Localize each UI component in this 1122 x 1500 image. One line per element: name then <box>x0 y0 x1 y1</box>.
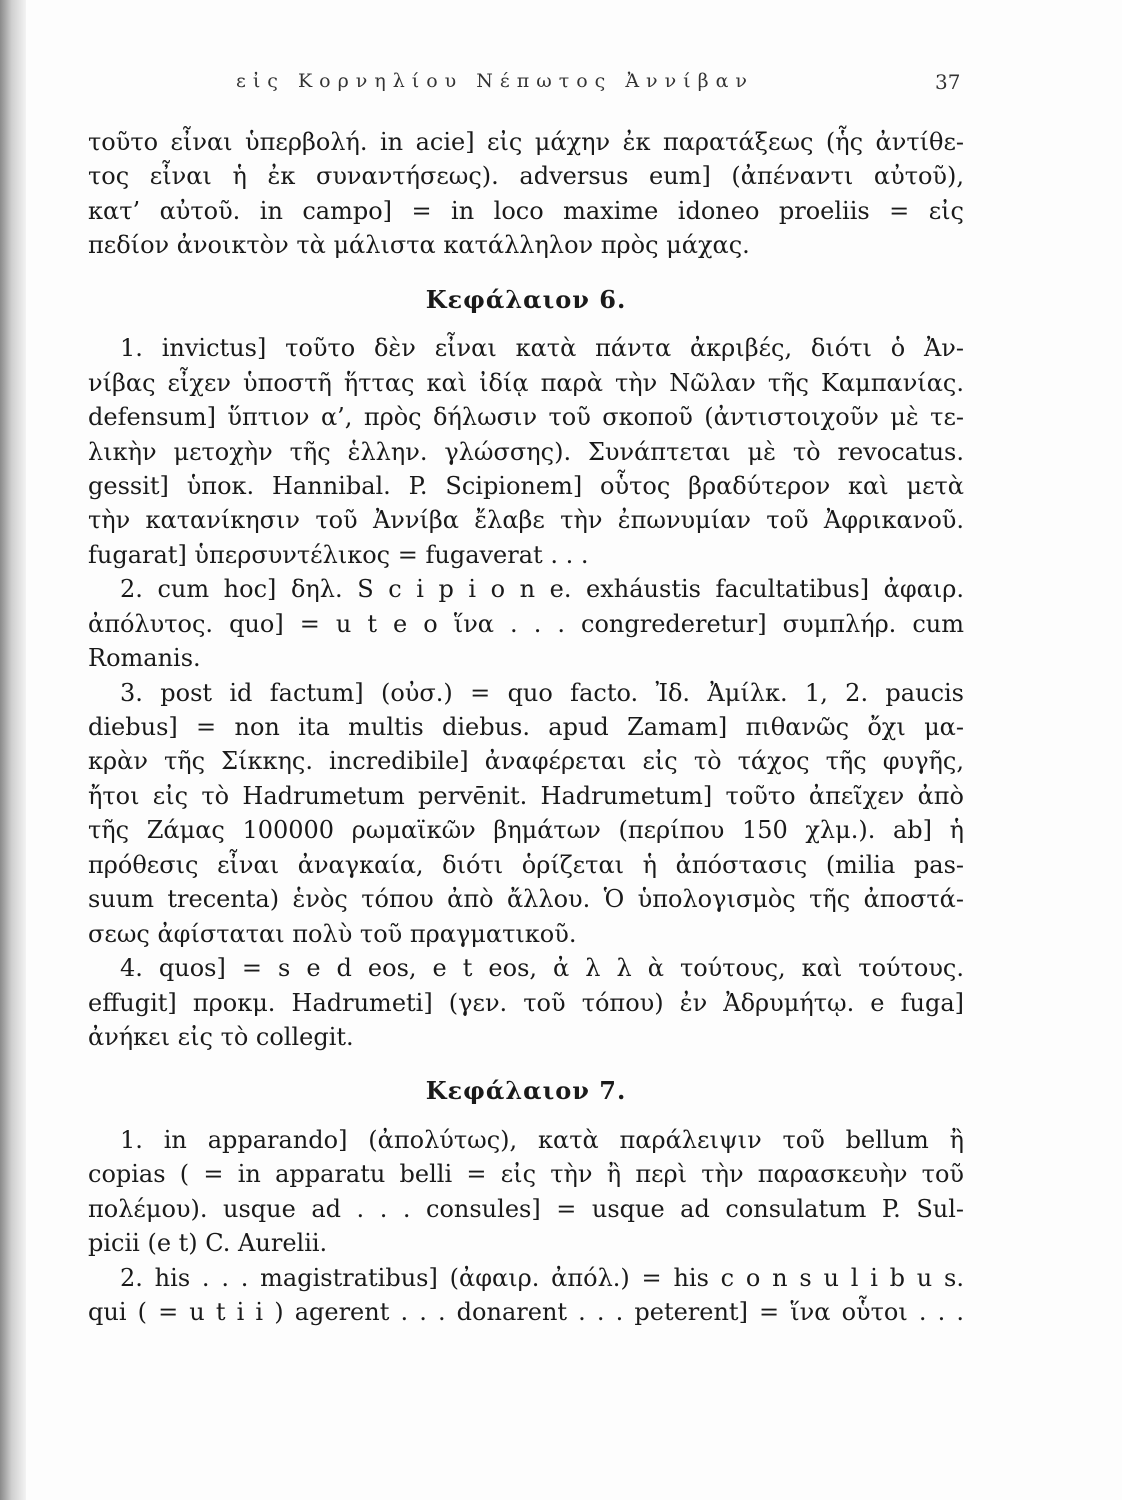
text-line: 3. post id factum] (οὐσ.) = quo facto. Ἰδ. Ἀμίλκ. 1, 2. paucis <box>120 678 964 707</box>
text-line: 1. in apparando] (ἀπολύτως), κατὰ παράλειψιν τοῦ bellum ἢ <box>120 1125 964 1154</box>
text-line: ἤτοι εἰς τὸ Hadrumetum pervēnit. Hadrumetum] τοῦτο ἀπεῖχεν ἀπὸ <box>88 781 964 810</box>
text-line: effugit] προκμ. Hadrumeti] (γεν. τοῦ τόπου) ἐν Ἀδρυμήτῳ. e fuga] <box>88 988 964 1017</box>
text-line: 1. invictus] τοῦτο δὲν εἶναι κατὰ πάντα ἀκριβές, διότι ὁ Ἀν- <box>120 334 964 363</box>
text-line: Romanis. <box>88 644 201 673</box>
text-line: diebus] = non ita multis diebus. apud Zamam] πιθανῶς ὄχι μα- <box>88 713 964 741</box>
text-line: κατ’ αὐτοῦ. in campo] = in loco maxime idoneo proeliis = εἰς <box>88 196 964 225</box>
text-line: gessit] ὑποκ. Hannibal. P. Scipionem] οὗτος βραδύτερον καὶ μετὰ <box>88 471 964 500</box>
text-line: 4. quos] = s e d eos, e t eos, ἀ λ λ ὰ τούτους, καὶ τούτους. <box>120 954 964 983</box>
running-title: εἰς Κορνηλίου Νέπωτος Ἀννίβαν <box>236 70 754 92</box>
text-line: τὴν κατανίκησιν τοῦ Ἀννίβα ἔλαβε τὴν ἐπωνυμίαν τοῦ Ἀφρικανοῦ. <box>88 506 964 535</box>
text-line: fugarat] ὑπερσυντέλικος = fugaverat . . . <box>88 540 589 569</box>
text-line: qui ( = u t i i ) agerent . . . donarent . . . peterent] = ἵνα οὗτοι . . . <box>88 1298 964 1326</box>
chapter-6-heading: Κεφάλαιον 6. <box>425 284 627 314</box>
text-line: πεδίον ἀνοικτὸν τὰ μάλιστα κατάλληλον πρὸς μάχας. <box>88 231 750 260</box>
text-line: πολέμου). usque ad . . . consules] = usque ad consulatum P. Sul- <box>88 1194 964 1223</box>
text-line: κρὰν τῆς Σίκκης. incredibile] ἀναφέρεται εἰς τὸ τάχος τῆς φυγῆς, <box>88 747 964 776</box>
text-line: 2. cum hoc] δηλ. S c i p i o n e. exháustis facultatibus] ἀφαιρ. <box>120 575 964 604</box>
text-line: σεως ἀφίσταται πολὺ τοῦ πραγματικοῦ. <box>88 919 577 948</box>
text-line: copias ( = in apparatu belli = εἰς τὴν ἢ περὶ τὴν παρασκευὴν τοῦ <box>88 1160 964 1189</box>
text-line: 2. his . . . magistratibus] (ἀφαιρ. ἀπόλ.) = his c o n s u l i b u s. <box>120 1263 964 1292</box>
text-line: λικὴν μετοχὴν τῆς ἑλλην. γλώσσης). Συνάπτεται μὲ τὸ revocatus. <box>88 437 964 466</box>
chapter-7-heading: Κεφάλαιον 7. <box>425 1076 627 1106</box>
text-line: νίβας εἶχεν ὑποστῆ ἥττας καὶ ἰδίᾳ παρὰ τὴν Νῶλαν τῆς Καμπανίας. <box>88 368 964 397</box>
page-number: 37 <box>935 70 961 94</box>
text-line: τῆς Ζάμας 100000 ρωμαϊκῶν βημάτων (περίπου 150 χλμ.). ab] ἡ <box>88 816 964 845</box>
page-body <box>88 125 964 1329</box>
text-line: τοῦτο εἶναι ὑπερβολή. in acie] εἰς μάχην ἐκ παρατάξεως (ἧς ἀντίθε- <box>88 128 964 156</box>
text-line: ἀνήκει εἰς τὸ collegit. <box>88 1022 354 1051</box>
text-line: τος εἶναι ἡ ἐκ συναντήσεως). adversus eum] (ἀπέναντι αὐτοῦ), <box>88 162 964 191</box>
text-line: defensum] ὕπτιον α’, πρὸς δήλωσιν τοῦ σκοποῦ (ἀντιστοιχοῦν μὲ τε- <box>88 403 964 432</box>
text-line: picii (e t) C. Aurelii. <box>88 1229 328 1258</box>
text-line: ἀπόλυτος. quo] = u t e o ἵνα . . . congrederetur] συμπλήρ. cum <box>88 609 964 638</box>
text-line: suum trecenta) ἑνὸς τόπου ἀπὸ ἄλλου. Ὁ ὑπολογισμὸς τῆς ἀποστά- <box>88 885 964 914</box>
text-line: πρόθεσις εἶναι ἀναγκαία, διότι ὁρίζεται ἡ ἀπόστασις (milia pas- <box>88 850 964 879</box>
